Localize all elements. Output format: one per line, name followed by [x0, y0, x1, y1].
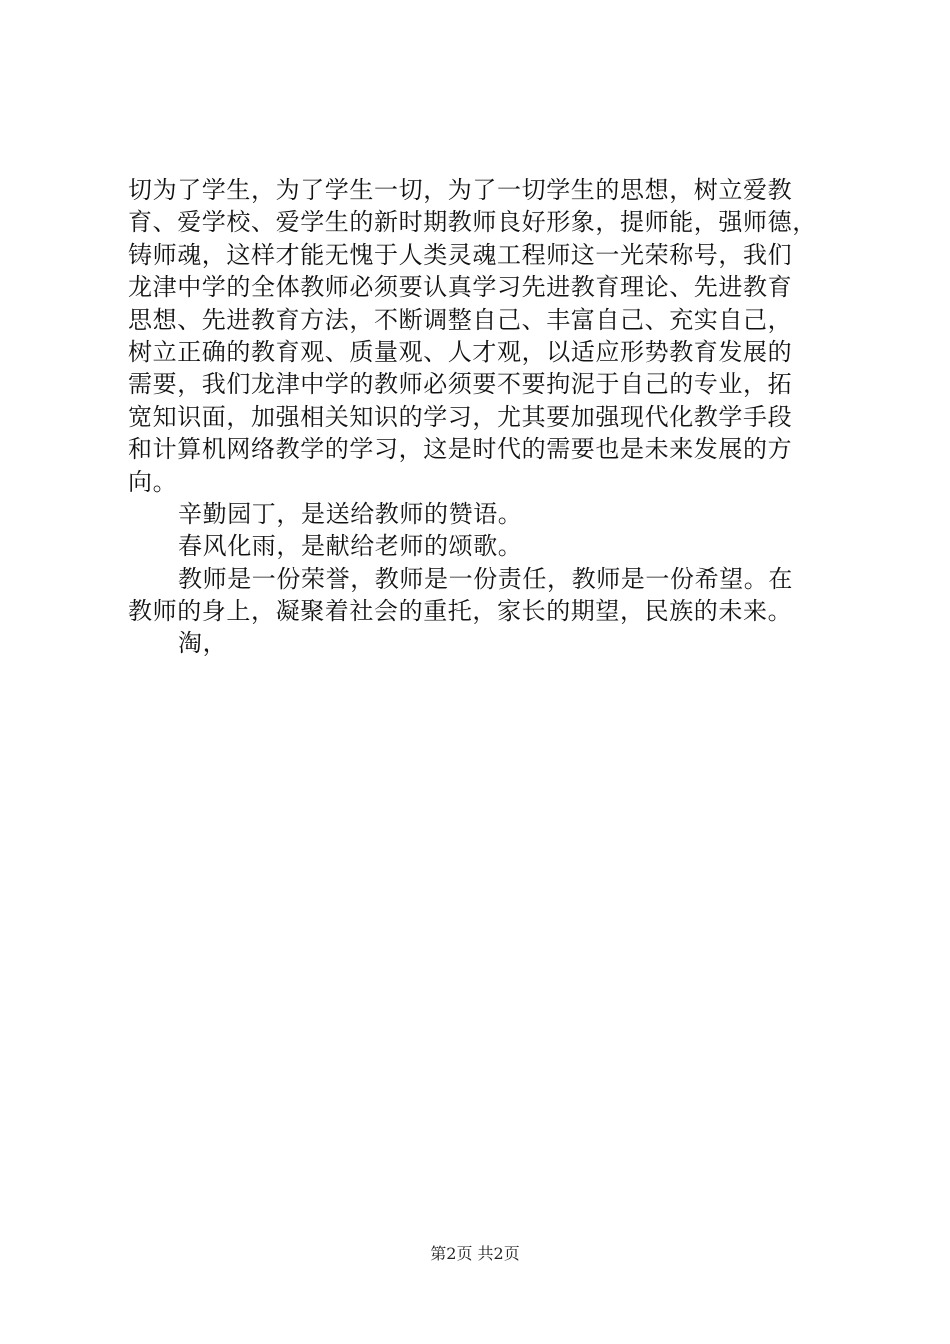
paragraph-line-indented: 春风化雨，是献给老师的颂歌。	[178, 532, 523, 561]
text-line: 和计算机网络教学的学习，这是时代的需要也是未来发展的方	[128, 435, 793, 464]
body-text	[128, 174, 840, 660]
text-line: 树立正确的教育观、质量观、人才观，以适应形势教育发展的	[128, 337, 793, 366]
text-line: 铸师魂，这样才能无愧于人类灵魂工程师这一光荣称号，我们	[128, 240, 793, 269]
text-line: 切为了学生，为了学生一切，为了一切学生的思想，树立爱教	[128, 176, 793, 204]
text-line: 教师的身上，凝聚着社会的重托，家长的期望，民族的未来。	[128, 597, 793, 626]
paragraph-line-indented: 教师是一份荣誉，教师是一份责任，教师是一份希望。在	[178, 564, 793, 593]
text-line: 需要，我们龙津中学的教师必须要不要拘泥于自己的专业，拓	[128, 370, 793, 399]
page-footer	[0, 1244, 950, 1264]
page-number-label: 第2页 共2页	[430, 1244, 520, 1263]
paragraph-line-indented: 辛勤园丁，是送给教师的赞语。	[178, 499, 523, 528]
text-line: 宽知识面，加强相关知识的学习，尤其要加强现代化教学手段	[128, 402, 793, 431]
paragraph-line-indented: 淘，	[178, 629, 228, 658]
text-line: 思想、先进教育方法，不断调整自己、丰富自己、充实自己，	[128, 305, 793, 334]
text-line: 向。	[128, 467, 178, 496]
text-line: 龙津中学的全体教师必须要认真学习先进教育理论、先进教育	[128, 273, 793, 302]
text-line: 育、爱学校、爱学生的新时期教师良好形象，提师能，强师德，	[128, 208, 817, 237]
